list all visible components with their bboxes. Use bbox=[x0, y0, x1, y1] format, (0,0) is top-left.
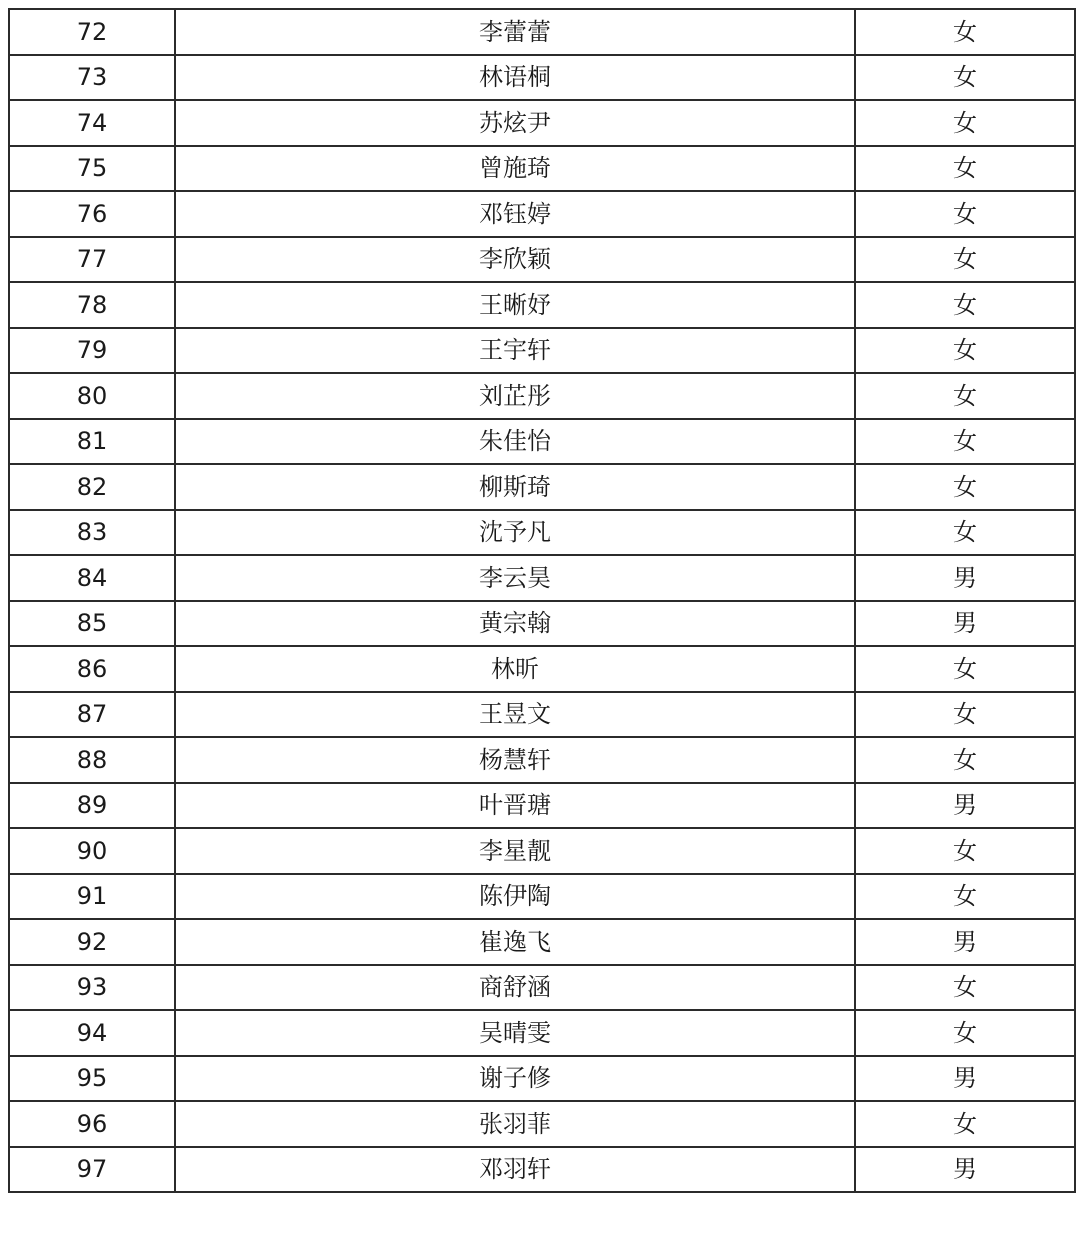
table-row bbox=[9, 1147, 1075, 1193]
gender-cell: 女 bbox=[855, 282, 1075, 328]
row-number-cell: 82 bbox=[9, 464, 175, 510]
name-cell: 王昱文 bbox=[175, 692, 855, 738]
gender-cell: 女 bbox=[855, 1010, 1075, 1056]
row-number-cell: 94 bbox=[9, 1010, 175, 1056]
gender-cell: 女 bbox=[855, 9, 1075, 55]
row-number-cell: 79 bbox=[9, 328, 175, 374]
name-cell: 张羽菲 bbox=[175, 1101, 855, 1147]
row-number-cell: 74 bbox=[9, 100, 175, 146]
table-row bbox=[9, 737, 1075, 783]
name-cell: 李蕾蕾 bbox=[175, 9, 855, 55]
table-row bbox=[9, 510, 1075, 556]
name-cell: 吴晴雯 bbox=[175, 1010, 855, 1056]
table-row bbox=[9, 464, 1075, 510]
table-row bbox=[9, 328, 1075, 374]
name-cell: 黄宗翰 bbox=[175, 601, 855, 647]
row-number-cell: 87 bbox=[9, 692, 175, 738]
table-row bbox=[9, 282, 1075, 328]
table-row bbox=[9, 601, 1075, 647]
name-cell: 朱佳怡 bbox=[175, 419, 855, 465]
row-number-cell: 76 bbox=[9, 191, 175, 237]
name-cell: 林语桐 bbox=[175, 55, 855, 101]
gender-cell: 男 bbox=[855, 1147, 1075, 1193]
roster-table bbox=[8, 8, 1076, 1193]
gender-cell: 女 bbox=[855, 1101, 1075, 1147]
gender-cell: 男 bbox=[855, 601, 1075, 647]
row-number-cell: 86 bbox=[9, 646, 175, 692]
gender-cell: 男 bbox=[855, 783, 1075, 829]
table-row bbox=[9, 965, 1075, 1011]
gender-cell: 女 bbox=[855, 510, 1075, 556]
name-cell: 谢子修 bbox=[175, 1056, 855, 1102]
table-row bbox=[9, 692, 1075, 738]
table-row bbox=[9, 1010, 1075, 1056]
name-cell: 陈伊陶 bbox=[175, 874, 855, 920]
table-row bbox=[9, 874, 1075, 920]
name-cell: 苏炫尹 bbox=[175, 100, 855, 146]
name-cell: 曾施琦 bbox=[175, 146, 855, 192]
gender-cell: 女 bbox=[855, 464, 1075, 510]
table-row bbox=[9, 191, 1075, 237]
name-cell: 商舒涵 bbox=[175, 965, 855, 1011]
table-row bbox=[9, 55, 1075, 101]
table-row bbox=[9, 919, 1075, 965]
gender-cell: 女 bbox=[855, 874, 1075, 920]
table-row bbox=[9, 555, 1075, 601]
gender-cell: 女 bbox=[855, 55, 1075, 101]
gender-cell: 女 bbox=[855, 646, 1075, 692]
gender-cell: 女 bbox=[855, 419, 1075, 465]
name-cell: 李云昊 bbox=[175, 555, 855, 601]
roster-table-body bbox=[9, 9, 1075, 1192]
gender-cell: 男 bbox=[855, 555, 1075, 601]
table-row bbox=[9, 828, 1075, 874]
table-row bbox=[9, 9, 1075, 55]
name-cell: 沈予凡 bbox=[175, 510, 855, 556]
row-number-cell: 91 bbox=[9, 874, 175, 920]
table-row bbox=[9, 373, 1075, 419]
table-row bbox=[9, 783, 1075, 829]
name-cell: 邓钰婷 bbox=[175, 191, 855, 237]
name-cell: 王宇轩 bbox=[175, 328, 855, 374]
name-cell: 柳斯琦 bbox=[175, 464, 855, 510]
table-row bbox=[9, 419, 1075, 465]
gender-cell: 女 bbox=[855, 692, 1075, 738]
gender-cell: 女 bbox=[855, 237, 1075, 283]
gender-cell: 男 bbox=[855, 1056, 1075, 1102]
name-cell: 王晰妤 bbox=[175, 282, 855, 328]
row-number-cell: 84 bbox=[9, 555, 175, 601]
name-cell: 李欣颖 bbox=[175, 237, 855, 283]
row-number-cell: 92 bbox=[9, 919, 175, 965]
row-number-cell: 77 bbox=[9, 237, 175, 283]
gender-cell: 女 bbox=[855, 373, 1075, 419]
row-number-cell: 73 bbox=[9, 55, 175, 101]
row-number-cell: 96 bbox=[9, 1101, 175, 1147]
name-cell: 崔逸飞 bbox=[175, 919, 855, 965]
row-number-cell: 78 bbox=[9, 282, 175, 328]
table-row bbox=[9, 646, 1075, 692]
row-number-cell: 93 bbox=[9, 965, 175, 1011]
row-number-cell: 72 bbox=[9, 9, 175, 55]
row-number-cell: 90 bbox=[9, 828, 175, 874]
gender-cell: 女 bbox=[855, 737, 1075, 783]
gender-cell: 女 bbox=[855, 965, 1075, 1011]
name-cell: 杨慧轩 bbox=[175, 737, 855, 783]
row-number-cell: 95 bbox=[9, 1056, 175, 1102]
table-row bbox=[9, 146, 1075, 192]
row-number-cell: 80 bbox=[9, 373, 175, 419]
gender-cell: 女 bbox=[855, 191, 1075, 237]
table-row bbox=[9, 1101, 1075, 1147]
gender-cell: 男 bbox=[855, 919, 1075, 965]
row-number-cell: 85 bbox=[9, 601, 175, 647]
row-number-cell: 88 bbox=[9, 737, 175, 783]
gender-cell: 女 bbox=[855, 146, 1075, 192]
table-row bbox=[9, 1056, 1075, 1102]
table-row bbox=[9, 100, 1075, 146]
row-number-cell: 81 bbox=[9, 419, 175, 465]
name-cell: 叶晋瑭 bbox=[175, 783, 855, 829]
row-number-cell: 97 bbox=[9, 1147, 175, 1193]
name-cell: 刘芷彤 bbox=[175, 373, 855, 419]
name-cell: 李星靓 bbox=[175, 828, 855, 874]
table-row bbox=[9, 237, 1075, 283]
gender-cell: 女 bbox=[855, 328, 1075, 374]
gender-cell: 女 bbox=[855, 828, 1075, 874]
name-cell: 林昕 bbox=[175, 646, 855, 692]
row-number-cell: 83 bbox=[9, 510, 175, 556]
gender-cell: 女 bbox=[855, 100, 1075, 146]
name-cell: 邓羽轩 bbox=[175, 1147, 855, 1193]
row-number-cell: 89 bbox=[9, 783, 175, 829]
row-number-cell: 75 bbox=[9, 146, 175, 192]
